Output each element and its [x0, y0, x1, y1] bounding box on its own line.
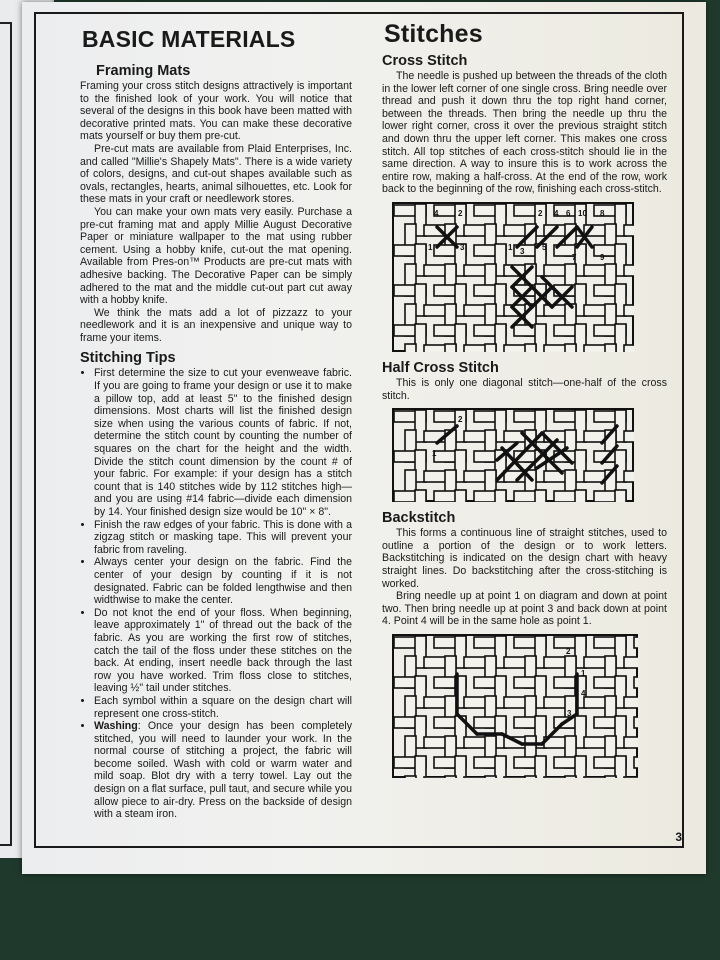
weave-thread — [495, 756, 506, 778]
half-cross-stitch-heading: Half Cross Stitch — [382, 359, 499, 376]
booklet-page — [22, 2, 706, 874]
diagram-label: 8 — [600, 208, 605, 218]
tip-item: • Each symbol within a square on the design chart will represent one cross-stitch. — [94, 695, 352, 720]
weave-thread — [634, 757, 638, 768]
framing-mats-section — [80, 63, 352, 344]
diagram-label: 4 — [554, 208, 559, 218]
weave-thread — [485, 344, 496, 352]
weave-thread — [575, 756, 586, 778]
weave-thread — [445, 776, 456, 778]
weave-thread — [605, 776, 616, 778]
weave-thread — [634, 637, 638, 648]
tip-item: • Do not knot the end of your floss. When beginning, leave approximately 1" of thread out the back of the fabric. As you are working the first row of stitches, catch the tail of the floss under these stitches on the back. At ending, insert needle back through the last row you have worked. Trim floss close to stitches, leaving ½" tail under stitches. — [94, 607, 352, 695]
weave-thread — [535, 490, 546, 502]
weave-thread — [525, 776, 536, 778]
left-column — [80, 26, 352, 825]
weave-thread — [565, 344, 576, 352]
diagram-label: 3 — [567, 708, 572, 718]
backstitch-heading: Backstitch — [382, 510, 456, 527]
weave-thread — [615, 756, 626, 778]
half-cross-stitch-diagram — [392, 408, 634, 502]
stitching-tips-heading: Stitching Tips — [80, 350, 176, 367]
diagram-label: 2 — [458, 415, 463, 425]
framing-mats-heading: Framing Mats — [96, 63, 191, 79]
cross-stitch-diagram — [392, 202, 634, 352]
diagram-label: 3 — [520, 246, 525, 256]
weave-thread — [624, 471, 634, 482]
page-number: 3 — [675, 830, 682, 844]
cross-stitch-heading: Cross Stitch — [382, 53, 468, 69]
diagram-label: 1 — [432, 449, 437, 459]
diagram-label: 1 — [581, 668, 586, 678]
weave-thread — [535, 756, 546, 778]
page-title: BASIC MATERIALS — [82, 26, 296, 52]
stitching-tips-section — [80, 350, 352, 820]
diagram-label: 2 — [566, 646, 571, 656]
weave-thread — [565, 776, 576, 778]
diagram-label: 5 — [542, 242, 547, 252]
weave-thread — [605, 344, 616, 352]
diagram-label: 2 — [458, 208, 463, 218]
backstitch-diagram — [392, 634, 638, 778]
tip-item-washing — [94, 720, 352, 821]
tip-item: • Always center your design on the fabric. Find the center of your design by counting if it is not designated. Fabric can be folded lengthwise and then widthwise to make the center. — [94, 556, 352, 606]
weave-thread — [615, 490, 626, 502]
weave-thread — [624, 657, 638, 668]
weave-thread — [445, 344, 456, 352]
weave-thread — [624, 345, 634, 352]
diagram-label: 4 — [581, 688, 586, 698]
tip-item: • First determine the size to cut your evenweave fabric. If you are going to frame your design or use it to make a pillow top, add at least 5" to the finished design dimensions. Most charts will list the finished design size when using the various counts of fabric. If not, determine the stitch count by counting the number of squares on the chart for the height and the width. Divide the stitch count dimension by the count # of your fabric. For example: if your design has a stitch count that is 140 stitches wide by 112 stitches high—and you are using #14 fabric—divide each dimension by 14. Your finished design size would be 10" × 8". — [94, 367, 352, 518]
diagram-label: 1 — [428, 242, 433, 252]
paragraph: Framing your cross stitch designs attractively is important to the finished look of your work. You will notice that several of the designs in this book have been matted with decorative printed mats. You can make these decorative mats yourself or buy them pre-cut. — [80, 80, 352, 143]
diagram-label: 9 — [600, 252, 605, 262]
weave-thread — [634, 677, 638, 688]
weave-thread — [455, 756, 466, 778]
diagram-label: 2 — [538, 208, 543, 218]
right-column — [382, 20, 667, 786]
cross-stitch-text: The needle is pushed up between the threads of the cloth in the lower left corner of one single cross. Bring needle over thread and push it down thru the top right hand corner, between the threads. Then bring the needle up thru the lower right corner, cross it over the previous straight stitch and down thru the upper left corner. This makes one cross stitch. All top stitches of each cross-stitch should lie in the same direction. A way to insure this is to work across the entire row, making a half-cross. At the end of the row, work back to the beginning of the row, finishing each cross-stitch. — [382, 70, 667, 196]
weave-thread — [415, 756, 426, 778]
stitches-title: Stitches — [384, 20, 483, 48]
weave-thread — [495, 490, 506, 502]
weave-thread — [405, 344, 416, 352]
tip-item: • Finish the raw edges of your fabric. This is done with a zigzag stitch or masking tape. This will prevent your fabric from raveling. — [94, 519, 352, 557]
weave-thread — [455, 490, 466, 502]
weave-thread — [405, 776, 416, 778]
diagram-label: 10 — [578, 208, 587, 218]
weave-thread — [624, 431, 634, 442]
weave-thread — [485, 776, 496, 778]
weave-thread — [624, 697, 638, 708]
paragraph: You can make your own mats very easily. Purchase a pre-cut framing mat and apply Millie August Decorative Paper or miniature wallpaper to the mat using rubber cement. Using a hobby knife, cut-out the mat opening. Available from Pres-on™ Products are pre-cut mats with adhesive backing. The Decorative Paper can be simply adhered to the mat and the middle cut-out part cut away with a hobby knife. — [80, 205, 352, 307]
weave-thread — [624, 737, 638, 748]
diagram-label: 4 — [434, 208, 439, 218]
weave-thread — [525, 344, 536, 352]
weave-thread — [634, 717, 638, 728]
backstitch-text: Bring needle up at point 1 on diagram and down at point two. Then bring needle up at point 3 and back down at point 4. Point 4 will be in the same hole as point 1. — [382, 590, 667, 628]
diagram-label: 7 — [572, 252, 577, 262]
weave-thread — [624, 225, 634, 236]
diagram-label: 1 — [508, 242, 513, 252]
diagram-label: 6 — [566, 208, 571, 218]
paragraph: We think the mats add a lot of pizzazz to your needlework and it is an inexpensive and unique way to frame your items. — [80, 306, 352, 344]
washing-text: : Once your design has been completely stitched, you will need to launder your work. In the normal course of stitching a project, the fabric will become soiled. Wash with cold or warm water and mild soap. Blot dry with a terry towel. Lay out the design on a flat surface, pull taut, and secure while you allow piece to air-dry. Press on the backside of design with a steam iron. — [94, 720, 352, 821]
weave-thread — [624, 305, 634, 316]
weave-thread — [415, 490, 426, 502]
weave-thread — [624, 777, 638, 778]
backstitch-text: This forms a continuous line of straight stitches, used to outline a portion of the design or to work letters. Backstitching is indicated on the design chart with heavy straight lines. Do backstitching after the cross-stitching is worked. — [382, 527, 667, 590]
weave-thread — [624, 265, 634, 276]
half-cross-stitch-text: This is only one diagonal stitch—one-half of the cross stitch. — [382, 376, 667, 402]
washing-label: Washing — [94, 720, 138, 733]
diagram-label: 3 — [460, 242, 465, 252]
weave-thread — [575, 490, 586, 502]
paragraph: Pre-cut mats are available from Plaid Enterprises, Inc. and called "Millie's Shapely Mats". There is a wide variety of colors, designs, and cut-out shapes available such as ovals, rectangles, hearts, animal silhouettes, etc. Look for these mats in your craft or needlework stores. — [80, 142, 352, 206]
